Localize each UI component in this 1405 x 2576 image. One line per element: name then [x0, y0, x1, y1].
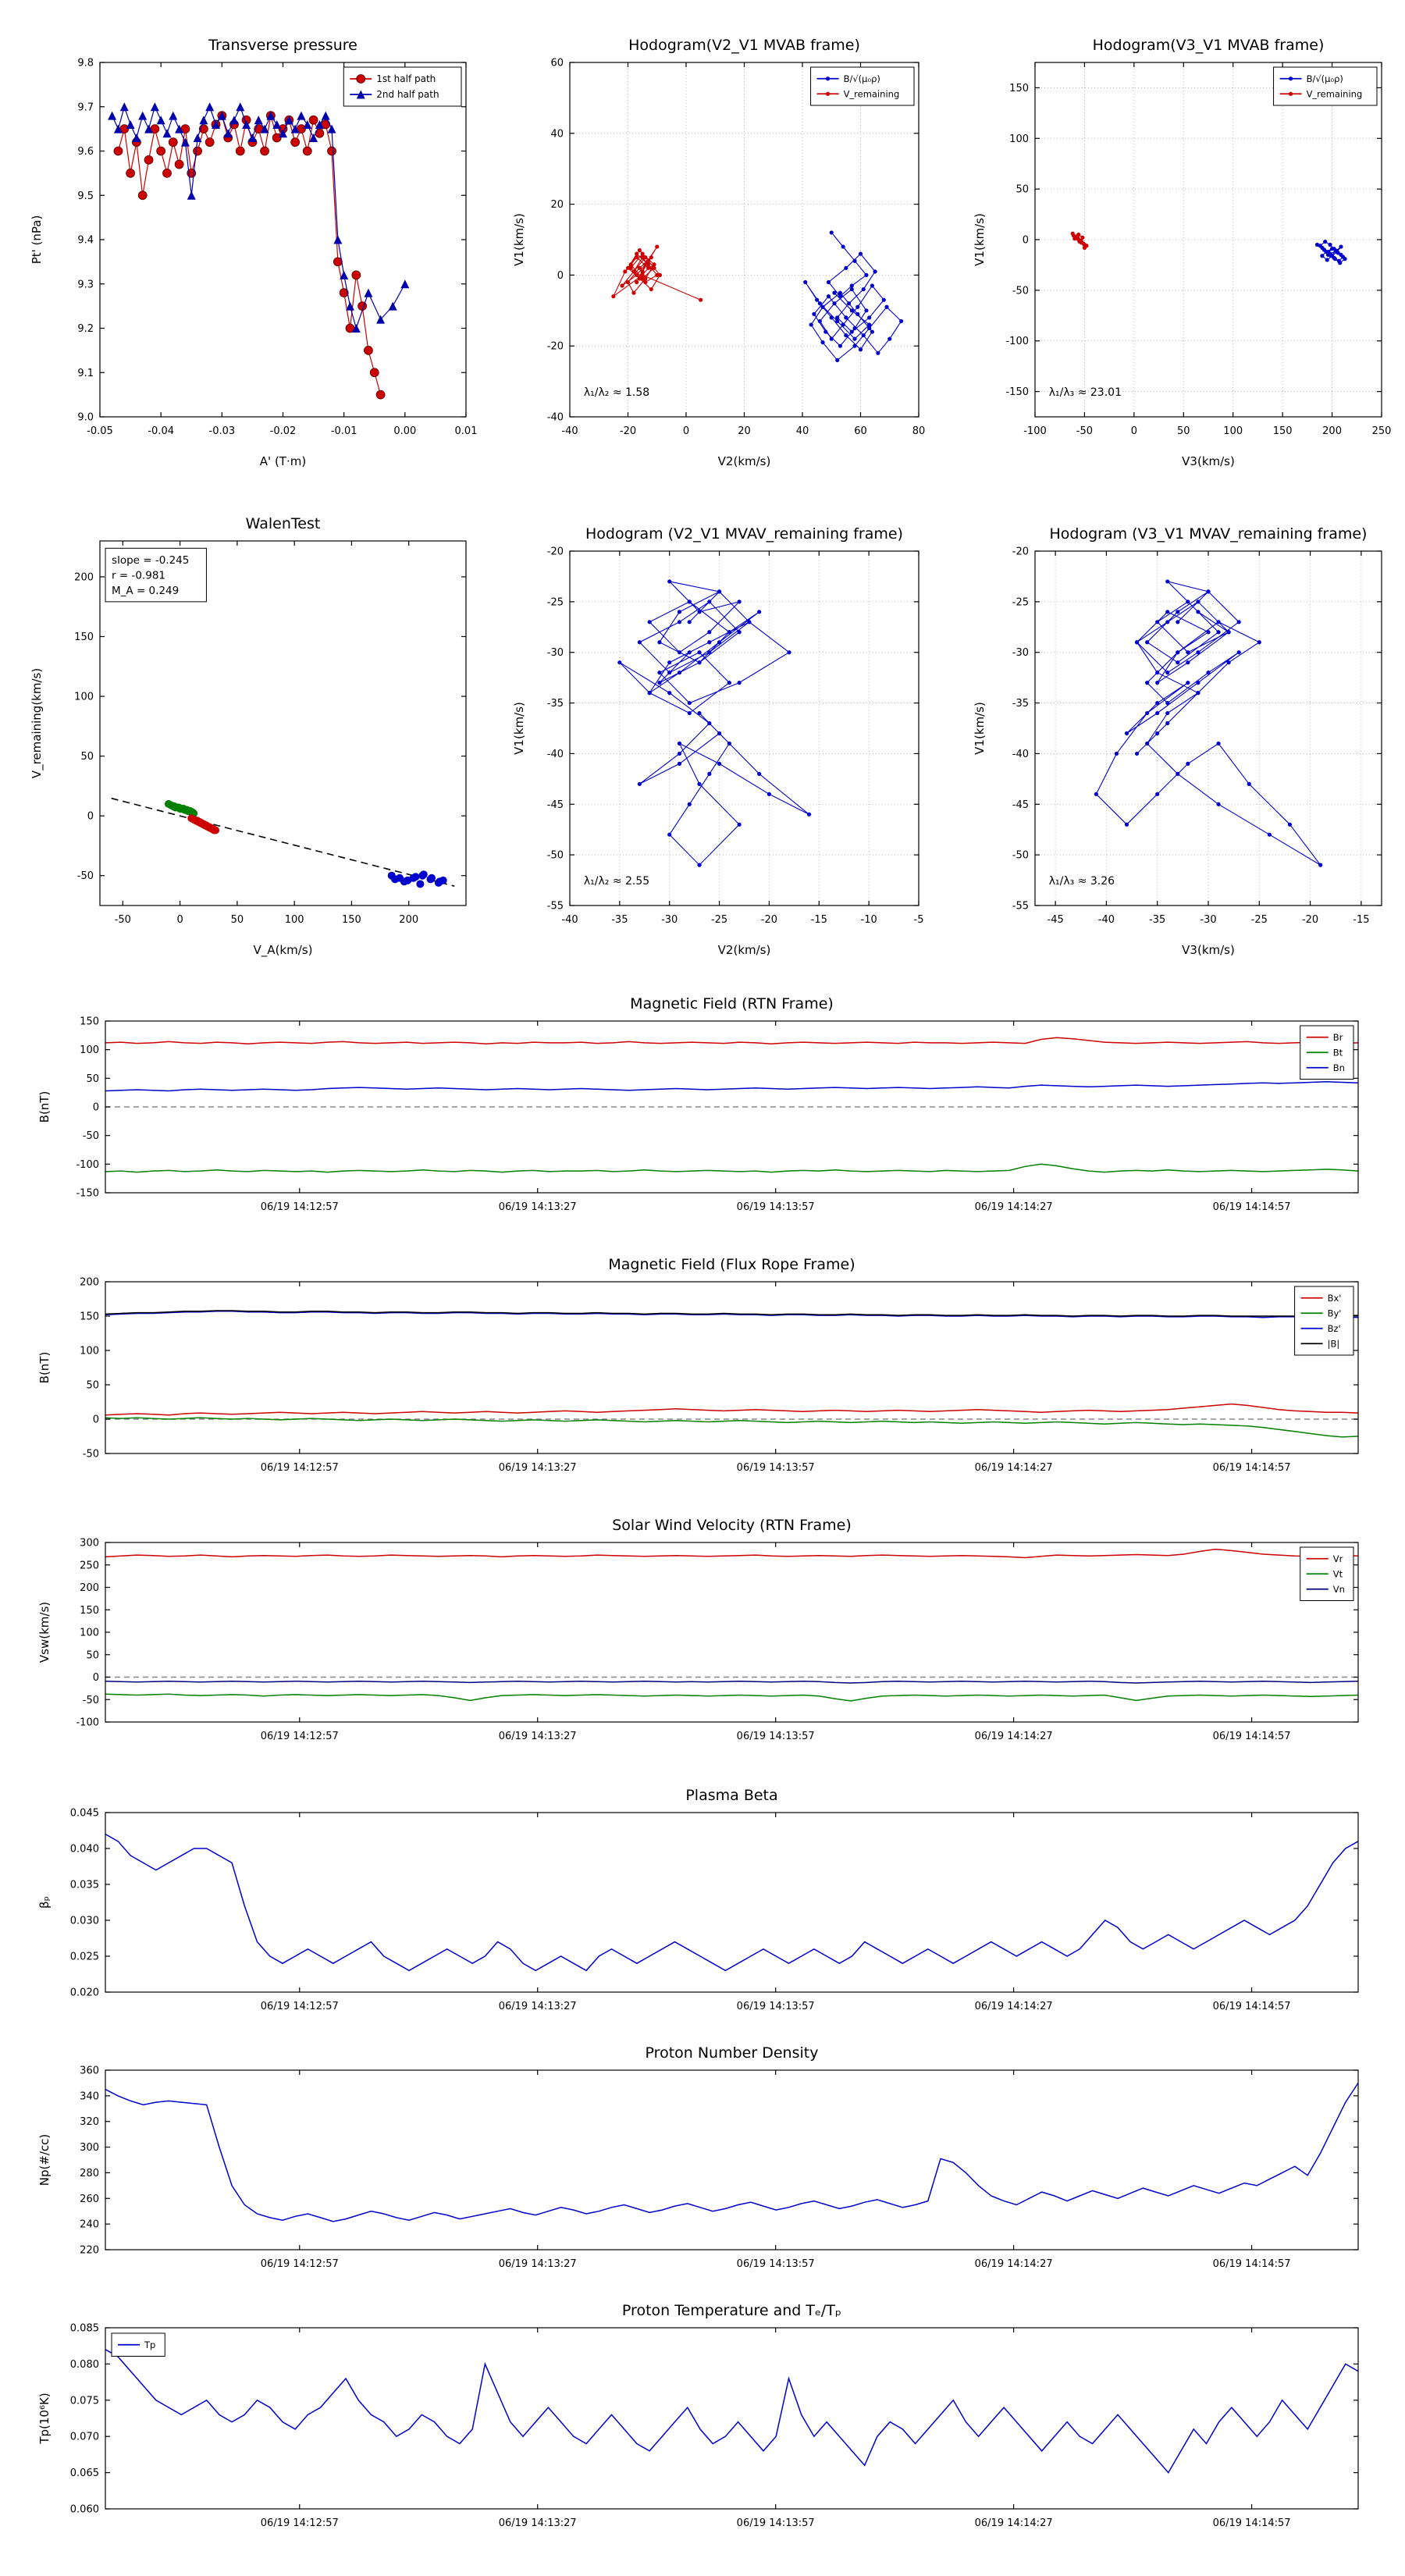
svg-text:06/19 14:12:57: 06/19 14:12:57: [260, 1201, 339, 1213]
svg-text:06/19 14:12:57: 06/19 14:12:57: [260, 2001, 339, 2012]
series-beta: [105, 1834, 1358, 1971]
svg-text:V_remaining: V_remaining: [1306, 88, 1363, 100]
ticks: [547, 58, 926, 438]
svg-text:100: 100: [1223, 425, 1243, 437]
svg-text:50: 50: [1016, 183, 1029, 196]
svg-text:06/19 14:13:27: 06/19 14:13:27: [498, 1731, 577, 1742]
hodogram-v3v1-mvab-svg: [966, 17, 1396, 478]
svg-text:-50: -50: [82, 1694, 99, 1706]
svg-text:06/19 14:14:27: 06/19 14:14:27: [974, 1201, 1053, 1213]
svg-text:-55: -55: [1012, 900, 1029, 913]
svg-text:-40: -40: [561, 425, 578, 437]
series-Br: [105, 1037, 1358, 1044]
svg-text:06/19 14:13:27: 06/19 14:13:27: [498, 1201, 577, 1213]
svg-text:240: 240: [80, 2218, 99, 2231]
svg-text:9.6: 9.6: [77, 146, 94, 158]
series-Vt: [105, 1694, 1358, 1701]
svg-text:-30: -30: [546, 647, 564, 660]
chart-hodogram-v2v1-mvav: [506, 506, 931, 966]
svg-text:-30: -30: [661, 914, 678, 926]
svg-text:λ₁/λ₃ ≈ 3.26: λ₁/λ₃ ≈ 3.26: [1048, 874, 1115, 888]
svg-text:50: 50: [86, 1649, 99, 1662]
series-B/√(μ₀ρ): [803, 230, 903, 362]
svg-text:150: 150: [80, 1016, 99, 1028]
svg-text:06/19 14:14:57: 06/19 14:14:57: [1212, 1462, 1291, 1474]
svg-text:150: 150: [80, 1604, 99, 1617]
svg-text:06/19 14:14:27: 06/19 14:14:27: [974, 1731, 1053, 1742]
series-Vn: [105, 1681, 1358, 1683]
annotation: [105, 548, 206, 601]
legend: [1274, 67, 1377, 105]
svg-text:-40: -40: [1012, 748, 1029, 760]
svg-text:-15: -15: [1353, 914, 1370, 926]
svg-text:-40: -40: [546, 411, 564, 424]
svg-text:-35: -35: [1149, 914, 1166, 926]
svg-text:300: 300: [80, 2142, 99, 2154]
ticks: [77, 58, 477, 438]
svg-text:Proton Number Density: Proton Number Density: [645, 2044, 819, 2062]
axes-frame: [100, 62, 466, 417]
b-flux-rope-svg: [31, 1246, 1382, 1494]
svg-text:-45: -45: [1012, 799, 1029, 811]
svg-text:-100: -100: [1023, 425, 1047, 437]
chart-proton-number-density: [31, 2034, 1382, 2292]
svg-text:320: 320: [80, 2116, 99, 2129]
vsw-rtn-svg: [31, 1507, 1382, 1764]
svg-text:06/19 14:13:57: 06/19 14:13:57: [736, 1201, 815, 1213]
svg-text:V3(km/s): V3(km/s): [1182, 943, 1235, 957]
legend: [343, 67, 461, 106]
svg-text:100: 100: [74, 691, 94, 703]
svg-text:9.0: 9.0: [77, 411, 94, 424]
svg-text:0.00: 0.00: [393, 425, 417, 437]
grid: [1035, 62, 1382, 417]
svg-text:-30: -30: [1012, 647, 1029, 660]
svg-text:1st half path: 1st half path: [376, 73, 436, 84]
chart-transverse-pressure: [23, 17, 480, 478]
chart-hodogram-v2v1-mvab: [506, 17, 931, 478]
svg-text:0: 0: [1022, 234, 1029, 247]
chart-magnetic-field-rtn: [31, 985, 1382, 1233]
svg-text:Vt: Vt: [1332, 1568, 1343, 1580]
svg-text:0.025: 0.025: [69, 1951, 99, 1963]
svg-text:0: 0: [92, 1672, 99, 1684]
svg-text:WalenTest: WalenTest: [245, 515, 321, 532]
svg-text:Bn: Bn: [1332, 1062, 1345, 1073]
svg-text:V1(km/s): V1(km/s): [973, 213, 987, 266]
svg-text:-10: -10: [860, 914, 877, 926]
svg-text:Transverse pressure: Transverse pressure: [208, 37, 357, 54]
series-Bn: [105, 1082, 1358, 1091]
legend: [1300, 1026, 1353, 1080]
ticks: [76, 1538, 1358, 1743]
svg-text:50: 50: [230, 914, 244, 926]
svg-text:40: 40: [795, 425, 809, 437]
svg-text:60: 60: [854, 425, 867, 437]
svg-text:M_A = 0.249: M_A = 0.249: [112, 584, 180, 597]
svg-text:100: 100: [80, 1044, 99, 1057]
svg-text:Bz': Bz': [1327, 1322, 1341, 1334]
axes-frame: [105, 2070, 1358, 2250]
svg-text:06/19 14:14:57: 06/19 14:14:57: [1212, 1731, 1291, 1742]
svg-text:-20: -20: [1012, 546, 1029, 558]
svg-text:9.1: 9.1: [77, 367, 94, 379]
svg-text:-0.05: -0.05: [87, 425, 113, 437]
svg-text:Hodogram(V3_V1 MVAB frame): Hodogram(V3_V1 MVAB frame): [1092, 37, 1325, 54]
svg-text:-50: -50: [82, 1130, 99, 1143]
svg-text:-25: -25: [546, 596, 564, 609]
svg-text:V3(km/s): V3(km/s): [1182, 454, 1235, 468]
ticks: [80, 2065, 1358, 2271]
svg-text:Pt' (nPa): Pt' (nPa): [30, 215, 44, 265]
transverse-pressure-svg: [23, 17, 480, 478]
series-V21: [617, 579, 811, 866]
svg-text:Hodogram(V2_V1 MVAB frame): Hodogram(V2_V1 MVAB frame): [628, 37, 860, 54]
grid: [570, 551, 919, 906]
svg-text:Tp: Tp: [144, 2339, 156, 2350]
svg-text:λ₁/λ₂ ≈ 2.55: λ₁/λ₂ ≈ 2.55: [583, 874, 650, 888]
svg-text:0.070: 0.070: [69, 2431, 99, 2443]
svg-text:50: 50: [86, 1073, 99, 1085]
svg-text:06/19 14:13:27: 06/19 14:13:27: [498, 2001, 577, 2012]
annotation: [1049, 875, 1115, 888]
svg-text:-40: -40: [1097, 914, 1115, 926]
svg-text:0: 0: [87, 810, 94, 823]
hodogram-v2v1-mvav-svg: [506, 506, 931, 966]
svg-text:-50: -50: [82, 1448, 99, 1461]
svg-text:06/19 14:12:57: 06/19 14:12:57: [260, 2258, 339, 2270]
svg-text:0.01: 0.01: [454, 425, 478, 437]
svg-text:300: 300: [80, 1537, 99, 1550]
svg-text:-0.04: -0.04: [148, 425, 174, 437]
series-B/√(μ₀ρ): [1315, 240, 1347, 265]
svg-text:80: 80: [912, 425, 926, 437]
svg-text:9.3: 9.3: [77, 279, 94, 291]
series-By': [105, 1418, 1358, 1437]
series-Tp: [105, 2350, 1358, 2473]
svg-text:-45: -45: [546, 799, 564, 811]
svg-text:-50: -50: [546, 849, 564, 862]
svg-text:Hodogram (V2_V1 MVAV_remaining: Hodogram (V2_V1 MVAV_remaining frame): [585, 525, 903, 543]
axes-frame: [1035, 62, 1382, 417]
svg-text:|B|: |B|: [1327, 1338, 1340, 1350]
svg-text:-25: -25: [1012, 596, 1029, 609]
svg-text:-150: -150: [76, 1187, 99, 1200]
svg-text:Vr: Vr: [1332, 1553, 1343, 1564]
svg-text:250: 250: [80, 1560, 99, 1572]
svg-text:20: 20: [550, 199, 564, 212]
svg-text:06/19 14:14:27: 06/19 14:14:27: [974, 2258, 1053, 2270]
svg-text:100: 100: [80, 1345, 99, 1357]
svg-text:0: 0: [557, 269, 564, 282]
svg-text:-100: -100: [76, 1158, 99, 1171]
svg-text:-35: -35: [546, 698, 564, 710]
svg-text:-0.01: -0.01: [330, 425, 357, 437]
svg-text:50: 50: [80, 751, 94, 763]
svg-text:A' (T·m): A' (T·m): [259, 454, 307, 468]
svg-text:280: 280: [80, 2167, 99, 2179]
svg-text:06/19 14:14:57: 06/19 14:14:57: [1212, 2001, 1291, 2012]
svg-text:06/19 14:13:27: 06/19 14:13:27: [498, 1462, 577, 1474]
svg-text:06/19 14:12:57: 06/19 14:12:57: [260, 2517, 339, 2529]
svg-text:Br: Br: [1332, 1031, 1343, 1043]
svg-text:06/19 14:12:57: 06/19 14:12:57: [260, 1731, 339, 1742]
svg-text:200: 200: [74, 571, 94, 584]
svg-text:βₚ: βₚ: [37, 1896, 52, 1909]
svg-text:0.020: 0.020: [69, 1987, 99, 1999]
svg-text:200: 200: [80, 1582, 99, 1594]
plasma-beta-svg: [31, 1777, 1382, 2034]
svg-text:-20: -20: [546, 546, 564, 558]
svg-text:220: 220: [80, 2244, 99, 2257]
legend: [811, 67, 914, 105]
annotation: [584, 875, 649, 888]
svg-text:40: 40: [550, 128, 564, 141]
ticks: [80, 1277, 1358, 1475]
svg-text:-50: -50: [1012, 285, 1029, 297]
svg-text:-5: -5: [913, 914, 924, 926]
proton-temperature-svg: [31, 2292, 1382, 2553]
series-Bx': [105, 1404, 1358, 1415]
ticks: [70, 2323, 1358, 2530]
series-third: [388, 870, 447, 888]
svg-text:20: 20: [738, 425, 751, 437]
annotation: [1049, 386, 1122, 399]
chart-solar-wind-velocity: [31, 1507, 1382, 1764]
svg-text:200: 200: [399, 914, 419, 926]
svg-text:0.030: 0.030: [69, 1915, 99, 1927]
svg-text:50: 50: [86, 1379, 99, 1392]
svg-text:06/19 14:14:27: 06/19 14:14:27: [974, 2001, 1053, 2012]
svg-text:B/√(μ₀ρ): B/√(μ₀ρ): [1306, 73, 1343, 84]
svg-text:-50: -50: [76, 870, 94, 883]
series-fit: [112, 799, 455, 886]
chart-proton-temperature: [31, 2292, 1382, 2553]
series-|B|: [105, 1311, 1358, 1316]
legend: [112, 2333, 165, 2357]
axes-frame: [105, 2328, 1358, 2509]
svg-text:-100: -100: [76, 1717, 99, 1729]
svg-text:slope = -0.245: slope = -0.245: [112, 553, 190, 567]
svg-text:-50: -50: [114, 914, 131, 926]
svg-text:Magnetic Field (RTN Frame): Magnetic Field (RTN Frame): [630, 995, 834, 1012]
hodogram-v3v1-mvav-svg: [966, 506, 1396, 966]
b-rtn-svg: [31, 985, 1382, 1233]
svg-text:-35: -35: [1012, 698, 1029, 710]
svg-text:B(nT): B(nT): [37, 1351, 52, 1384]
svg-text:Solar Wind Velocity (RTN Frame: Solar Wind Velocity (RTN Frame): [612, 1517, 852, 1534]
series-V_remaining: [611, 244, 702, 301]
svg-text:V1(km/s): V1(km/s): [512, 213, 526, 266]
series-1st half path: [114, 112, 385, 400]
chart-plasma-beta: [31, 1777, 1382, 2034]
svg-text:-50: -50: [1012, 849, 1029, 862]
svg-text:200: 200: [1322, 425, 1342, 437]
annotation: [584, 386, 649, 399]
svg-text:Np(#/cc): Np(#/cc): [37, 2133, 52, 2186]
svg-text:V_A(km/s): V_A(km/s): [253, 943, 313, 957]
svg-text:150: 150: [74, 631, 94, 643]
svg-text:B(nT): B(nT): [37, 1091, 52, 1123]
svg-text:0: 0: [92, 1101, 99, 1114]
svg-text:V1(km/s): V1(km/s): [973, 702, 987, 755]
legend: [1295, 1286, 1353, 1355]
svg-text:0.075: 0.075: [69, 2395, 99, 2407]
svg-text:V2(km/s): V2(km/s): [717, 454, 771, 468]
svg-text:Tp(10⁶K): Tp(10⁶K): [37, 2393, 52, 2444]
svg-text:Proton Temperature and Tₑ/Tₚ: Proton Temperature and Tₑ/Tₚ: [621, 2302, 842, 2319]
svg-text:V_remaining: V_remaining: [843, 88, 900, 100]
svg-text:Bx': Bx': [1327, 1292, 1342, 1304]
svg-text:-20: -20: [760, 914, 778, 926]
svg-text:0: 0: [682, 425, 690, 437]
svg-text:2nd half path: 2nd half path: [376, 89, 439, 100]
svg-text:06/19 14:14:27: 06/19 14:14:27: [974, 1462, 1053, 1474]
svg-text:-45: -45: [1047, 914, 1064, 926]
svg-text:-20: -20: [1301, 914, 1319, 926]
svg-text:0.080: 0.080: [69, 2358, 99, 2371]
series-Vr: [105, 1550, 1358, 1558]
hodogram-v2v1-mvab-svg: [506, 17, 931, 478]
svg-text:Bt: Bt: [1332, 1047, 1343, 1059]
svg-text:0.045: 0.045: [69, 1807, 99, 1820]
svg-text:06/19 14:14:57: 06/19 14:14:57: [1212, 2258, 1291, 2270]
series-Np: [105, 2083, 1358, 2222]
svg-text:r = -0.981: r = -0.981: [112, 569, 166, 582]
svg-text:100: 100: [284, 914, 304, 926]
svg-text:0: 0: [1130, 425, 1137, 437]
svg-text:360: 360: [80, 2065, 99, 2077]
svg-text:06/19 14:13:57: 06/19 14:13:57: [736, 2001, 815, 2012]
svg-text:-0.02: -0.02: [269, 425, 297, 437]
svg-text:Vsw(km/s): Vsw(km/s): [37, 1601, 52, 1663]
svg-text:By': By': [1327, 1308, 1342, 1319]
svg-text:0.035: 0.035: [69, 1879, 99, 1891]
svg-text:9.7: 9.7: [77, 101, 94, 114]
svg-text:-50: -50: [1076, 425, 1094, 437]
svg-text:-30: -30: [1200, 914, 1217, 926]
svg-text:-35: -35: [611, 914, 628, 926]
svg-text:06/19 14:12:57: 06/19 14:12:57: [260, 1462, 339, 1474]
svg-text:0.060: 0.060: [69, 2503, 99, 2516]
svg-text:-40: -40: [546, 748, 564, 760]
svg-text:-25: -25: [710, 914, 728, 926]
svg-text:06/19 14:14:57: 06/19 14:14:57: [1212, 1201, 1291, 1213]
svg-text:-100: -100: [1005, 336, 1029, 348]
svg-text:-15: -15: [810, 914, 827, 926]
svg-text:9.2: 9.2: [77, 323, 94, 335]
svg-text:100: 100: [80, 1627, 99, 1639]
svg-text:06/19 14:13:57: 06/19 14:13:57: [736, 2517, 815, 2529]
series-Bt: [105, 1164, 1358, 1172]
svg-text:50: 50: [1177, 425, 1190, 437]
svg-text:150: 150: [1009, 82, 1029, 94]
axes-frame: [105, 1282, 1358, 1453]
svg-text:0.065: 0.065: [69, 2467, 99, 2480]
series-V_remaining: [1071, 232, 1089, 250]
svg-text:200: 200: [80, 1276, 99, 1289]
chart-hodogram-v3v1-mvab: [966, 17, 1396, 478]
svg-text:06/19 14:13:27: 06/19 14:13:27: [498, 2258, 577, 2270]
ticks: [76, 1016, 1358, 1214]
svg-text:06/19 14:14:57: 06/19 14:14:57: [1212, 2517, 1291, 2529]
svg-text:V1(km/s): V1(km/s): [512, 702, 526, 755]
svg-text:-55: -55: [546, 900, 564, 913]
chart-hodogram-v3v1-mvav: [966, 506, 1396, 966]
svg-text:06/19 14:14:27: 06/19 14:14:27: [974, 2517, 1053, 2529]
svg-text:V_remaining(km/s): V_remaining(km/s): [30, 667, 44, 779]
svg-text:Hodogram (V3_V1 MVAV_remaining: Hodogram (V3_V1 MVAV_remaining frame): [1049, 525, 1368, 543]
svg-text:B/√(μ₀ρ): B/√(μ₀ρ): [843, 73, 880, 84]
chart-magnetic-field-flux-rope: [31, 1246, 1382, 1494]
svg-text:0: 0: [92, 1414, 99, 1426]
svg-text:06/19 14:13:57: 06/19 14:13:57: [736, 1462, 815, 1474]
svg-text:340: 340: [80, 2090, 99, 2103]
svg-text:-20: -20: [619, 425, 637, 437]
svg-text:0.085: 0.085: [69, 2322, 99, 2335]
axes-frame: [105, 1813, 1358, 1992]
svg-text:60: 60: [550, 57, 564, 69]
svg-text:Vn: Vn: [1332, 1583, 1345, 1595]
svg-text:V2(km/s): V2(km/s): [717, 943, 771, 957]
proton-density-svg: [31, 2034, 1382, 2292]
ticks: [70, 1808, 1358, 2013]
axes-frame: [570, 551, 919, 906]
svg-text:150: 150: [342, 914, 361, 926]
svg-text:0.040: 0.040: [69, 1843, 99, 1856]
svg-text:06/19 14:13:27: 06/19 14:13:27: [498, 2517, 577, 2529]
svg-text:-150: -150: [1005, 386, 1029, 399]
svg-text:06/19 14:13:57: 06/19 14:13:57: [736, 1731, 815, 1742]
grid: [1035, 551, 1382, 906]
svg-text:100: 100: [1009, 133, 1029, 145]
svg-text:λ₁/λ₂ ≈ 1.58: λ₁/λ₂ ≈ 1.58: [583, 386, 650, 399]
svg-text:-40: -40: [561, 914, 578, 926]
svg-text:9.4: 9.4: [77, 234, 94, 247]
grid: [570, 62, 919, 417]
svg-text:150: 150: [1272, 425, 1293, 437]
svg-text:-25: -25: [1250, 914, 1268, 926]
svg-text:-0.03: -0.03: [208, 425, 236, 437]
svg-text:06/19 14:13:57: 06/19 14:13:57: [736, 2258, 815, 2270]
svg-text:9.8: 9.8: [77, 57, 94, 69]
legend: [1300, 1547, 1353, 1601]
walen-test-svg: [23, 506, 480, 966]
svg-text:-20: -20: [546, 340, 564, 353]
svg-text:260: 260: [80, 2193, 99, 2205]
chart-walen-test: [23, 506, 480, 966]
svg-text:150: 150: [80, 1311, 99, 1323]
svg-text:9.5: 9.5: [77, 190, 94, 202]
svg-text:Magnetic Field (Flux Rope Fram: Magnetic Field (Flux Rope Frame): [608, 1256, 855, 1273]
svg-text:250: 250: [1371, 425, 1392, 437]
svg-text:Plasma Beta: Plasma Beta: [685, 1787, 778, 1804]
svg-text:λ₁/λ₃ ≈ 23.01: λ₁/λ₃ ≈ 23.01: [1048, 386, 1122, 399]
svg-text:0: 0: [176, 914, 183, 926]
